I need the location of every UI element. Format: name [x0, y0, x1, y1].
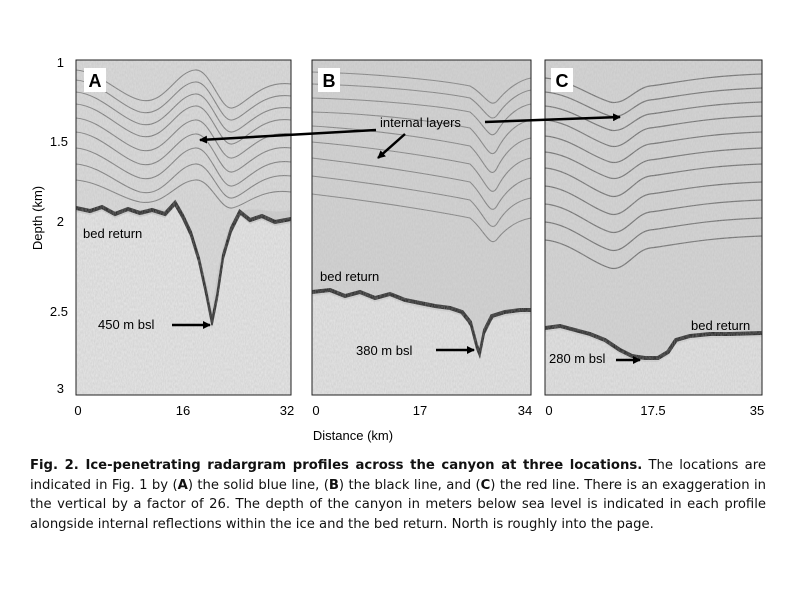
x-axis-label: Distance (km)	[312, 428, 394, 443]
internal-layers-label: internal layers	[380, 115, 461, 130]
caption-text: ) the red line. There is an exaggeration in the vertical by a factor of 26. The depth of the canyon in meters below sea level is indicated in each profile alongside internal reflections within the ice and the bed return. North is roughly into the page.	[30, 477, 766, 532]
y-axis-label: Depth (km)	[30, 185, 45, 251]
panel-c	[545, 60, 762, 395]
bed-return-label-c: bed return	[691, 318, 751, 333]
caption-title: Fig. 2. Ice-penetrating radargram profiles across the canyon at three locations.	[30, 458, 643, 473]
caption-letter-b: B	[328, 477, 339, 493]
y-tick-label: 3	[56, 381, 64, 396]
depth-label-b: 380 m bsl	[356, 343, 413, 358]
depth-label-a: 450 m bsl	[98, 317, 155, 332]
panel-letter-a: A	[88, 71, 102, 91]
figure-caption	[30, 456, 766, 534]
panel-letter-c: C	[555, 71, 569, 91]
bed-return-label-a: bed return	[83, 226, 143, 241]
x-tick-label: 32	[279, 403, 295, 418]
panel-letter-b: B	[322, 71, 336, 91]
x-axis	[74, 403, 764, 443]
y-tick-label: 1.5	[49, 134, 68, 149]
x-tick-label: 34	[517, 403, 533, 418]
y-tick-label: 2.5	[49, 304, 68, 319]
x-tick-label: 0	[312, 403, 320, 418]
x-tick-label: 35	[749, 403, 765, 418]
x-tick-label: 16	[175, 403, 191, 418]
caption-text: ) the black line, and (	[338, 477, 481, 493]
x-tick-label: 17	[412, 403, 428, 418]
panel-b	[312, 60, 531, 395]
y-tick-label: 2	[56, 214, 64, 229]
bed-return-label-b: bed return	[320, 269, 380, 284]
caption-text: ) the solid blue line, (	[187, 477, 329, 493]
y-axis	[30, 55, 68, 396]
caption-letter-a: A	[177, 477, 188, 493]
caption-letter-c: C	[480, 477, 491, 493]
x-tick-label: 0	[545, 403, 553, 418]
x-tick-label: 17.5	[640, 403, 666, 418]
x-tick-label: 0	[74, 403, 82, 418]
caption-text: The locations are indicated in Fig. 1 by (	[30, 458, 766, 493]
y-tick-label: 1	[56, 55, 64, 70]
depth-label-c: 280 m bsl	[549, 351, 606, 366]
